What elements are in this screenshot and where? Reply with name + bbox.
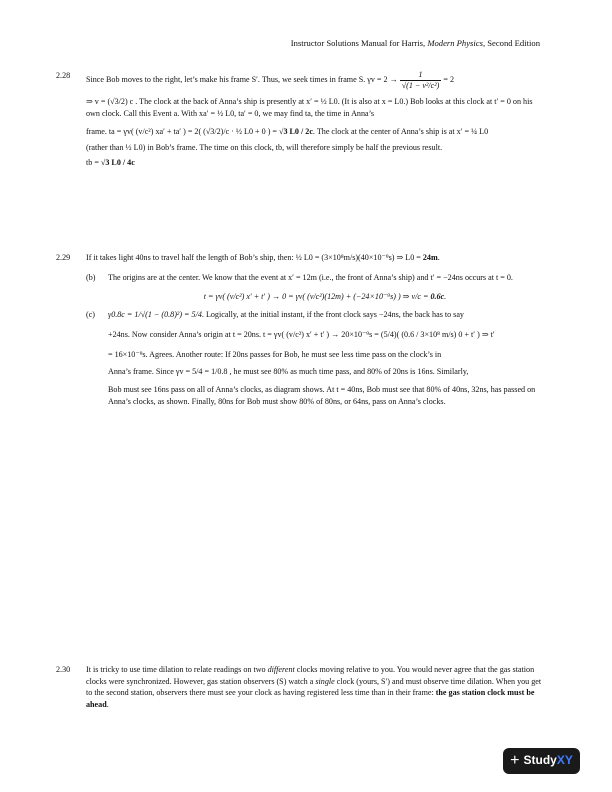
problem-number: 2.29 bbox=[56, 253, 71, 262]
p229-b-result: 0.6c bbox=[430, 292, 445, 302]
p229-part-b bbox=[86, 272, 542, 303]
p229-intro: If it takes light 40ns to travel half the length of Bob’s ship, then: ½ L0 = (3×10⁸m/s)(40×10⁻⁹s) ⇒ L0 = 24m. bbox=[86, 253, 440, 262]
part-label: (b) bbox=[86, 272, 96, 282]
problem-2-28 bbox=[56, 70, 542, 169]
p230-conclusion: the gas station clock must be ahead bbox=[86, 688, 535, 710]
p229-c-line4: Anna’s frame. Since γv = 5/4 = 1/0.8 , he must see 80% as much time pass, and 80% of 20ns is 16ns. Similarly, bbox=[108, 367, 469, 377]
p228-line2: ⇒ v = (√3/2) c . The clock at the back of Anna’s ship is presently at x′ = ½ L0. (It is also at x = L0.) Bob looks at this clock at t′ = 0 on his own clock. Call this Event a. With xa′ = ½ L0, ta′ = 0, we may find ta, the time in Anna’s bbox=[86, 97, 533, 119]
p228-result-tb: √3 L0 / 4c bbox=[100, 158, 135, 168]
part-label: (c) bbox=[86, 310, 95, 320]
p229-c-line2: +24ns. Now consider Anna’s origin at t = 20ns. t = γv( (v/c²) x′ + t′ ) → 20×10⁻⁹s = (5/4)( (0.6 / 3×10⁸ m/s) 0 + t′ ) ⇒ t′ bbox=[108, 329, 495, 339]
p229-c-line1: γ0.8c = 1/√(1 − (0.8)²) = 5/4. Logically, at the initial instant, if the front clock says −24ns, the back has to say bbox=[108, 310, 464, 320]
p229-intro-result: 24m bbox=[422, 253, 438, 262]
p228-result-ta: √3 L0 / 2c bbox=[279, 126, 313, 136]
p230-text: It is tricky to use time dilation to relate readings on two different clocks moving relative to you. You would never agree that the gas station clocks were synchronized. However, gas station observers (S) watch a single clock (yours, S′) and must observe time dilation. When you get to the second station, observers there must see your clock as having registered less time than in their frame: the gas station clock must be ahead. bbox=[86, 665, 542, 710]
studyxy-badge[interactable] bbox=[503, 748, 580, 774]
header-prefix: Instructor Solutions Manual for Harris, bbox=[290, 38, 428, 48]
header-book-title: Modern Physics bbox=[427, 38, 483, 48]
plus-icon: + bbox=[510, 752, 520, 769]
p228-line5: tb = √3 L0 / 4c bbox=[86, 158, 135, 168]
p228-line1: Since Bob moves to the right, let’s make his frame S′. Thus, we seek times in frame S. γv = 2 → $\frac{1}{\text{√(1 − v²/c²)}}$ = 2 bbox=[86, 70, 455, 90]
p229-c-line3: = 16×10⁻⁹s. Agrees. Another route: If 20ns passes for Bob, he must see less time pass on the clock’s in bbox=[108, 349, 442, 359]
page-header bbox=[291, 37, 540, 49]
p229-c-line5: Bob must see 16ns pass on all of Anna’s clocks, as diagram shows. At t = 40ns, Bob must see that 80% of 40ns, 32ns, has passed on Anna’s clocks, as shown. Finally, 80ns for Bob must show 80% of 80ns, or 64ns, pass on Anna’s clocks. bbox=[108, 385, 536, 406]
p229-b-text: The origins are at the center. We know that the event at x′ = 12m (i.e., the front of Anna’s ship) and t′ = −24ns occurs at t = 0. bbox=[108, 272, 513, 282]
p229-part-c bbox=[86, 309, 542, 407]
p229-b-equation: t = γv( (v/c²) x′ + t′ ) → 0 = γv( (v/c²)(12m) + (−24×10⁻⁹s) ) ⇒ v/c = 0.6c. bbox=[203, 292, 447, 302]
problem-number: 2.30 bbox=[56, 665, 71, 674]
problem-2-30 bbox=[56, 664, 542, 711]
p228-line4: (rather than ½ L0) in Bob’s frame. The time on this clock, tb, will therefore simply be half the previous result. bbox=[86, 142, 443, 152]
brand-name: StudyXY bbox=[523, 753, 573, 768]
header-suffix: , Second Edition bbox=[482, 38, 540, 48]
gamma-fraction: $\frac{1}{\text{√(1 − v²/c²)}}$ bbox=[401, 70, 440, 90]
problem-2-29 bbox=[56, 252, 542, 408]
p228-line3: frame. ta = γv( (v/c²) xa′ + ta′ ) = 2( (√3/2)/c · ½ L0 + 0 ) = √3 L0 / 2c. The clock at the center of Anna’s ship is at x′ = ¼ L0 bbox=[86, 126, 489, 136]
problem-number: 2.28 bbox=[56, 71, 71, 80]
p229-c-gamma: γ0.8c = 1/√(1 − (0.8)²) = 5/4 bbox=[108, 310, 202, 320]
